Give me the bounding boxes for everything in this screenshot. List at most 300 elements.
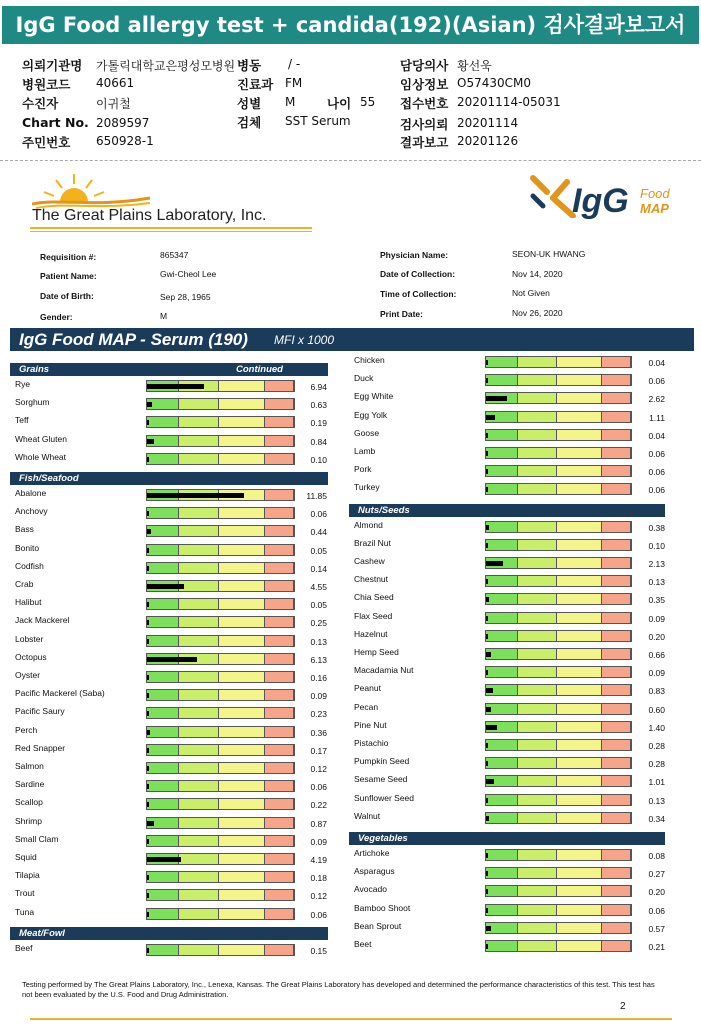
bar-segment bbox=[486, 484, 518, 494]
result-bar-fill bbox=[486, 561, 503, 566]
bar-segment bbox=[518, 740, 557, 750]
result-bar bbox=[485, 630, 632, 642]
result-value: 0.06 bbox=[648, 376, 665, 387]
bar-segment bbox=[602, 375, 631, 385]
food-name: Salmon bbox=[15, 761, 44, 771]
category-name: Nuts/Seeds bbox=[358, 504, 410, 516]
result-value: 1.11 bbox=[649, 412, 665, 423]
bar-segment bbox=[602, 448, 631, 458]
food-name: Cashew bbox=[354, 556, 385, 566]
bar-segment bbox=[179, 436, 219, 446]
result-bar-fill bbox=[486, 451, 488, 456]
food-name: Lobster bbox=[15, 633, 44, 644]
bar-segment bbox=[147, 872, 179, 882]
result-value: 0.12 bbox=[310, 891, 327, 902]
result-value: 0.10 bbox=[310, 454, 327, 465]
bar-segment bbox=[602, 484, 631, 494]
bar-segment bbox=[486, 868, 518, 878]
result-value: 0.19 bbox=[310, 418, 327, 429]
bar-segment bbox=[518, 776, 557, 786]
result-bar-fill bbox=[147, 384, 204, 389]
report-title: IgG Food allergy test + candida(192)(Asian) 검사결과보고서 bbox=[2, 6, 699, 44]
result-bar-fill bbox=[486, 944, 488, 949]
result-value: 0.36 bbox=[310, 727, 327, 738]
result-value: 0.09 bbox=[310, 836, 327, 847]
print-date-label: Print Date: bbox=[380, 309, 423, 319]
result-bar-fill bbox=[486, 378, 488, 383]
result-bar bbox=[485, 666, 632, 678]
bar-segment bbox=[486, 357, 518, 367]
category-name: Fish/Seafood bbox=[19, 473, 79, 484]
result-bar bbox=[485, 557, 632, 569]
category-name: Vegetables bbox=[358, 833, 408, 844]
bar-segment bbox=[518, 576, 557, 586]
bar-segment bbox=[602, 850, 631, 860]
result-value: 0.18 bbox=[310, 873, 327, 884]
result-bar-fill bbox=[486, 616, 488, 621]
bar-segment bbox=[486, 813, 518, 823]
result-bar-fill bbox=[147, 493, 244, 498]
food-name: Shrimp bbox=[15, 815, 42, 826]
result-bar-fill bbox=[486, 871, 488, 876]
result-bar bbox=[146, 726, 295, 738]
food-name: Turkey bbox=[354, 482, 380, 493]
bar-segment bbox=[147, 690, 179, 700]
bar-segment bbox=[557, 886, 602, 896]
bar-segment bbox=[518, 704, 557, 714]
header-value: 40661 bbox=[96, 76, 135, 90]
bar-segment bbox=[518, 850, 557, 860]
result-value: 0.14 bbox=[310, 563, 327, 574]
bar-segment bbox=[179, 836, 219, 846]
header-value: 2089597 bbox=[96, 116, 150, 130]
result-bar bbox=[485, 593, 632, 605]
food-name: Pecan bbox=[354, 701, 379, 712]
result-bar-fill bbox=[147, 766, 149, 771]
result-bar bbox=[485, 922, 632, 934]
result-bar bbox=[485, 812, 632, 824]
collection-date-value: Nov 14, 2020 bbox=[512, 269, 563, 279]
food-name: Tilapia bbox=[15, 870, 40, 881]
bar-segment bbox=[486, 941, 518, 951]
bar-segment bbox=[147, 599, 179, 609]
bar-segment bbox=[265, 399, 294, 409]
result-bar bbox=[485, 411, 632, 423]
bar-segment bbox=[219, 381, 265, 391]
bar-segment bbox=[557, 558, 602, 568]
result-value: 0.09 bbox=[648, 613, 665, 624]
dob-label: Date of Birth: bbox=[40, 291, 94, 301]
result-bar bbox=[485, 447, 632, 459]
lab-name: The Great Plains Laboratory, Inc. bbox=[32, 207, 267, 224]
bar-segment bbox=[486, 631, 518, 641]
bar-segment bbox=[518, 905, 557, 915]
bar-segment bbox=[602, 905, 631, 915]
category-header bbox=[10, 363, 328, 376]
result-value: 1.01 bbox=[648, 777, 665, 788]
bar-segment bbox=[557, 375, 602, 385]
bar-segment bbox=[265, 490, 294, 500]
bar-segment bbox=[602, 613, 631, 623]
bar-segment bbox=[219, 708, 265, 718]
bar-segment bbox=[179, 763, 219, 773]
result-bar-fill bbox=[486, 670, 488, 675]
result-bar bbox=[146, 544, 295, 556]
bar-segment bbox=[265, 909, 294, 919]
header-value: 황선욱 bbox=[457, 59, 492, 73]
food-name: Oyster bbox=[15, 670, 41, 680]
result-value: 0.20 bbox=[648, 887, 665, 898]
bar-segment bbox=[486, 667, 518, 677]
bar-segment bbox=[518, 649, 557, 659]
collection-date-label: Date of Collection: bbox=[380, 269, 456, 279]
food-name: Perch bbox=[15, 724, 38, 735]
food-name: Brazil Nut bbox=[354, 537, 391, 548]
bar-segment bbox=[219, 654, 265, 664]
bar-segment bbox=[265, 636, 294, 646]
bar-segment bbox=[518, 357, 557, 367]
result-value: 0.13 bbox=[648, 577, 665, 588]
divider bbox=[0, 160, 701, 161]
bar-segment bbox=[602, 522, 631, 532]
bar-segment bbox=[147, 836, 179, 846]
bar-segment bbox=[179, 454, 219, 464]
food-map-banner bbox=[10, 328, 694, 351]
bar-segment bbox=[518, 375, 557, 385]
header-value: 20201114 bbox=[457, 116, 519, 130]
bar-segment bbox=[602, 923, 631, 933]
bar-segment bbox=[179, 545, 219, 555]
food-name: Bean Sprout bbox=[354, 920, 402, 931]
header-value: 20201114-05031 bbox=[457, 95, 561, 109]
food-name: Pistachio bbox=[354, 738, 389, 748]
result-bar bbox=[146, 416, 295, 428]
food-name: Red Snapper bbox=[15, 742, 66, 753]
age-value: 55 bbox=[360, 95, 376, 109]
bar-segment bbox=[486, 613, 518, 623]
bar-segment bbox=[265, 799, 294, 809]
header-label: 임상정보 bbox=[400, 77, 449, 92]
bar-segment bbox=[265, 763, 294, 773]
food-name: Pork bbox=[354, 464, 372, 475]
bar-segment bbox=[179, 581, 219, 591]
food-name: Chicken bbox=[354, 355, 385, 365]
result-value: 0.06 bbox=[310, 509, 327, 520]
bar-segment bbox=[602, 466, 631, 476]
logo-igg: IgG bbox=[572, 182, 629, 220]
bar-segment bbox=[265, 436, 294, 446]
bar-segment bbox=[557, 795, 602, 805]
result-bar-fill bbox=[486, 779, 494, 784]
result-bar bbox=[146, 653, 295, 665]
food-name: Bonito bbox=[15, 542, 40, 553]
category-header bbox=[10, 927, 328, 940]
food-name: Wheat Gluten bbox=[15, 433, 67, 444]
bar-segment bbox=[265, 745, 294, 755]
logo-food: Food bbox=[640, 186, 670, 201]
category-header bbox=[10, 472, 328, 485]
result-value: 0.21 bbox=[648, 942, 665, 952]
bar-segment bbox=[219, 526, 265, 536]
bar-segment bbox=[557, 522, 602, 532]
result-bar bbox=[485, 739, 632, 751]
result-bar bbox=[485, 940, 632, 952]
bar-segment bbox=[265, 708, 294, 718]
food-name: Hemp Seed bbox=[354, 647, 399, 657]
lab-underline bbox=[30, 227, 312, 229]
bar-segment bbox=[265, 945, 294, 955]
result-bar-fill bbox=[486, 360, 488, 365]
bar-segment bbox=[219, 545, 265, 555]
result-bar-fill bbox=[486, 926, 491, 931]
food-name: Bass bbox=[15, 524, 34, 535]
result-value: 0.28 bbox=[648, 741, 665, 751]
result-bar-fill bbox=[486, 853, 488, 858]
result-bar bbox=[146, 817, 295, 829]
bar-segment bbox=[557, 923, 602, 933]
food-name: Jack Mackerel bbox=[15, 615, 70, 626]
food-name: Sesame Seed bbox=[354, 774, 408, 785]
food-name: Egg White bbox=[354, 391, 394, 402]
result-value: 0.57 bbox=[648, 923, 665, 934]
bar-segment bbox=[179, 399, 219, 409]
bar-segment bbox=[219, 781, 265, 791]
bar-segment bbox=[486, 430, 518, 440]
bar-segment bbox=[518, 923, 557, 933]
result-value: 11.85 bbox=[306, 491, 327, 501]
bar-segment bbox=[219, 909, 265, 919]
bar-segment bbox=[518, 886, 557, 896]
header-label: 접수번호 bbox=[400, 96, 449, 111]
result-bar bbox=[146, 398, 295, 410]
age-label: 나이 bbox=[327, 96, 352, 111]
result-bar-fill bbox=[147, 711, 149, 716]
food-name: Anchovy bbox=[15, 506, 48, 517]
result-bar-fill bbox=[147, 784, 149, 789]
bar-segment bbox=[179, 417, 219, 427]
page-number: 2 bbox=[620, 1001, 626, 1012]
bar-segment bbox=[219, 563, 265, 573]
result-value: 0.13 bbox=[648, 795, 665, 806]
result-bar-fill bbox=[486, 725, 497, 730]
result-value: 0.05 bbox=[310, 600, 327, 611]
result-bar bbox=[485, 465, 632, 477]
bar-segment bbox=[265, 818, 294, 828]
result-bar bbox=[146, 489, 295, 501]
bar-segment bbox=[602, 540, 631, 550]
food-name: Egg Yolk bbox=[354, 409, 388, 420]
result-value: 0.09 bbox=[310, 691, 327, 702]
result-bar bbox=[146, 798, 295, 810]
result-bar bbox=[146, 889, 295, 901]
food-name: Asparagus bbox=[354, 866, 395, 877]
bar-segment bbox=[486, 740, 518, 750]
food-name: Chestnut bbox=[354, 574, 389, 585]
bar-segment bbox=[557, 740, 602, 750]
bar-segment bbox=[486, 448, 518, 458]
collection-time-label: Time of Collection: bbox=[380, 289, 457, 299]
header-value: FM bbox=[285, 76, 303, 90]
result-bar-fill bbox=[147, 620, 149, 625]
result-bar-fill bbox=[486, 525, 489, 530]
bar-segment bbox=[179, 563, 219, 573]
bar-segment bbox=[518, 941, 557, 951]
category-name: Meat/Fowl bbox=[19, 927, 65, 939]
bar-segment bbox=[219, 836, 265, 846]
result-bar-fill bbox=[147, 548, 149, 553]
print-date-value: Nov 26, 2020 bbox=[512, 308, 563, 318]
result-bar-fill bbox=[147, 420, 149, 425]
result-value: 4.19 bbox=[310, 855, 327, 865]
bar-segment bbox=[219, 636, 265, 646]
result-bar-fill bbox=[147, 529, 151, 534]
bar-segment bbox=[147, 526, 179, 536]
header-value: SST Serum bbox=[285, 114, 351, 128]
bar-segment bbox=[518, 758, 557, 768]
food-name: Small Clam bbox=[15, 833, 59, 844]
bar-segment bbox=[518, 448, 557, 458]
bar-segment bbox=[557, 448, 602, 458]
result-bar-fill bbox=[147, 639, 149, 644]
bar-segment bbox=[518, 466, 557, 476]
bar-segment bbox=[486, 758, 518, 768]
food-name: Walnut bbox=[354, 810, 381, 821]
bar-segment bbox=[518, 484, 557, 494]
header-label: 의뢰기관명 bbox=[22, 58, 83, 73]
bar-segment bbox=[265, 454, 294, 464]
food-name: Duck bbox=[354, 373, 374, 384]
bar-segment bbox=[219, 508, 265, 518]
bar-segment bbox=[219, 818, 265, 828]
result-bar bbox=[485, 392, 632, 404]
bar-segment bbox=[602, 868, 631, 878]
result-value: 0.34 bbox=[648, 813, 665, 824]
header-label: 검사의뢰 bbox=[400, 117, 449, 132]
bar-segment bbox=[486, 886, 518, 896]
requisition-value: 865347 bbox=[160, 250, 189, 260]
header-value: O57430CM0 bbox=[457, 76, 531, 90]
bar-segment bbox=[602, 941, 631, 951]
bar-segment bbox=[265, 781, 294, 791]
bar-segment bbox=[557, 850, 602, 860]
bar-segment bbox=[147, 545, 179, 555]
bar-segment bbox=[219, 436, 265, 446]
result-value: 0.23 bbox=[310, 709, 327, 720]
result-bar-fill bbox=[147, 602, 149, 607]
food-name: Whole Wheat bbox=[15, 451, 67, 462]
bar-segment bbox=[602, 722, 631, 732]
bar-segment bbox=[147, 672, 179, 682]
result-bar-fill bbox=[147, 693, 149, 698]
result-bar bbox=[485, 885, 632, 897]
category-header bbox=[349, 504, 665, 517]
bar-segment bbox=[219, 854, 265, 864]
result-value: 0.28 bbox=[648, 759, 665, 770]
result-value: 0.06 bbox=[648, 905, 665, 916]
result-value: 2.62 bbox=[648, 394, 665, 405]
food-name: Sardine bbox=[15, 779, 45, 790]
result-bar-fill bbox=[486, 707, 491, 712]
lab-underline-thin bbox=[30, 231, 312, 232]
result-bar bbox=[485, 648, 632, 660]
bar-segment bbox=[486, 594, 518, 604]
bar-segment bbox=[602, 357, 631, 367]
food-name: Flax Seed bbox=[354, 610, 393, 621]
result-bar-fill bbox=[486, 579, 488, 584]
result-bar bbox=[146, 380, 295, 392]
result-value: 0.06 bbox=[648, 449, 665, 459]
result-value: 0.44 bbox=[310, 527, 327, 538]
result-value: 0.27 bbox=[648, 869, 665, 880]
result-bar bbox=[485, 612, 632, 624]
category-continued: Continued bbox=[236, 364, 283, 375]
bar-segment bbox=[486, 576, 518, 586]
result-value: 0.17 bbox=[310, 745, 327, 756]
logo-map: MAP bbox=[640, 201, 669, 216]
bar-segment bbox=[518, 685, 557, 695]
bar-segment bbox=[486, 795, 518, 805]
bar-segment bbox=[265, 563, 294, 573]
bar-segment bbox=[518, 522, 557, 532]
bar-segment bbox=[147, 745, 179, 755]
bar-segment bbox=[557, 430, 602, 440]
bar-segment bbox=[265, 690, 294, 700]
bar-segment bbox=[219, 417, 265, 427]
result-bar-fill bbox=[147, 821, 154, 826]
bar-segment bbox=[265, 672, 294, 682]
header-label: 결과보고 bbox=[400, 135, 449, 150]
header-value: 가톨릭대학교은평성모병원 bbox=[96, 59, 236, 73]
result-bar-fill bbox=[147, 948, 149, 953]
bar-segment bbox=[179, 526, 219, 536]
result-bar bbox=[146, 635, 295, 647]
bar-segment bbox=[179, 781, 219, 791]
food-name: Pumpkin Seed bbox=[354, 756, 410, 767]
food-name: Almond bbox=[354, 519, 383, 530]
header-label: 성별 bbox=[237, 96, 262, 111]
bar-segment bbox=[265, 727, 294, 737]
bar-segment bbox=[557, 813, 602, 823]
food-name: Teff bbox=[15, 415, 29, 426]
bottom-rule bbox=[30, 1018, 672, 1020]
bar-segment bbox=[147, 508, 179, 518]
food-name: Avocado bbox=[354, 884, 387, 895]
result-bar-fill bbox=[147, 584, 184, 589]
result-bar bbox=[146, 871, 295, 883]
result-bar bbox=[485, 721, 632, 733]
category-header bbox=[349, 832, 665, 845]
bar-segment bbox=[219, 581, 265, 591]
bar-segment bbox=[179, 508, 219, 518]
bar-segment bbox=[557, 868, 602, 878]
bar-segment bbox=[179, 617, 219, 627]
bar-segment bbox=[557, 758, 602, 768]
result-value: 0.06 bbox=[648, 467, 665, 478]
result-bar-fill bbox=[147, 857, 181, 862]
bar-segment bbox=[179, 945, 219, 955]
bar-segment bbox=[219, 690, 265, 700]
physician-label: Physician Name: bbox=[380, 250, 449, 260]
bar-segment bbox=[602, 667, 631, 677]
food-name: Scallop bbox=[15, 797, 43, 808]
header-value: / - bbox=[288, 57, 301, 71]
result-bar bbox=[146, 689, 295, 701]
result-bar bbox=[146, 435, 295, 447]
result-value: 0.06 bbox=[310, 909, 327, 920]
bar-segment bbox=[179, 890, 219, 900]
result-value: 0.15 bbox=[310, 945, 327, 956]
result-bar bbox=[485, 775, 632, 787]
